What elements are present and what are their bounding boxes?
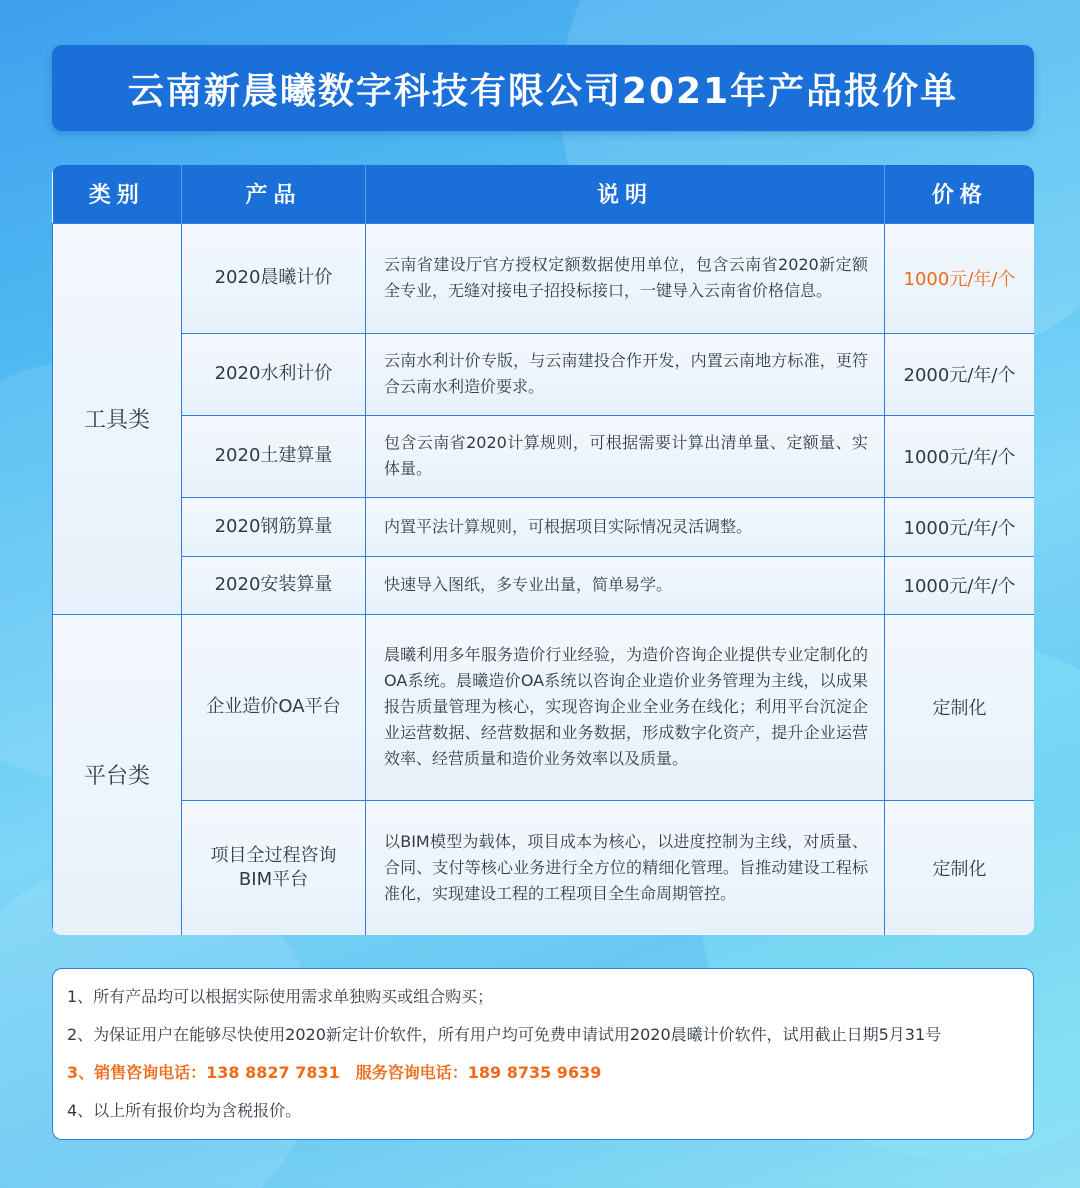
product-price: 1000元/年/个 [885,556,1035,614]
product-name: 2020安装算量 [182,556,366,614]
product-description: 内置平法计算规则，可根据项目实际情况灵活调整。 [366,497,885,556]
page-title: 云南新晨曦数字科技有限公司2021年产品报价单 [127,70,959,112]
product-description: 晨曦利用多年服务造价行业经验，为造价咨询企业提供专业定制化的OA系统。晨曦造价OA系统以咨询企业造价业务管理为主线，以成果报告质量管理为核心，实现咨询企业全业务在线化；利用平台沉淀企业运营数据、经营数据和业务数据，形成数字化资产，提升企业运营效率、经营质量和造价业务效率以及质量。 [366,614,885,800]
header-price: 价格 [885,165,1035,223]
product-description: 云南水利计价专版，与云南建投合作开发，内置云南地方标准，更符合云南水利造价要求。 [366,333,885,415]
table-row [53,614,1035,800]
product-price: 定制化 [885,800,1035,935]
product-name: 2020土建算量 [182,415,366,497]
title-banner [52,45,1034,131]
category-tools: 工具类 [53,223,182,614]
table-header-row [53,165,1035,223]
product-description: 快速导入图纸，多专业出量，简单易学。 [366,556,885,614]
note-contact-phones: 3、销售咨询电话：138 8827 7831 服务咨询电话：189 8735 9639 [67,1063,602,1082]
table-row [53,556,1035,614]
product-price: 1000元/年/个 [885,415,1035,497]
category-platform: 平台类 [53,614,182,935]
product-name: 项目全过程咨询BIM平台 [182,800,366,935]
note-item: 2、为保证用户在能够尽快使用2020新定计价软件，所有用户均可免费申请试用2020晨曦计价软件，试用截止日期5月31号 [67,1025,942,1044]
note-item: 4、以上所有报价均为含税报价。 [67,1101,302,1120]
product-name: 2020晨曦计价 [182,223,366,333]
table-row [53,497,1035,556]
table-row [53,333,1035,415]
price-table [52,165,1034,935]
price-table-container [52,165,1034,935]
header-category: 类别 [53,165,182,223]
table-row [53,415,1035,497]
product-description: 以BIM模型为载体，项目成本为核心，以进度控制为主线，对质量、合同、支付等核心业务进行全方位的精细化管理。旨推动建设工程标准化，实现建设工程的工程项目全生命周期管控。 [366,800,885,935]
product-price: 1000元/年/个 [885,223,1035,333]
product-price: 定制化 [885,614,1035,800]
product-name: 2020水利计价 [182,333,366,415]
notes-box [52,968,1034,1140]
header-description: 说明 [366,165,885,223]
header-product: 产品 [182,165,366,223]
table-row [53,223,1035,333]
product-description: 云南省建设厅官方授权定额数据使用单位，包含云南省2020新定额全专业，无缝对接电子招投标接口，一键导入云南省价格信息。 [366,223,885,333]
product-name: 企业造价OA平台 [182,614,366,800]
product-description: 包含云南省2020计算规则，可根据需要计算出清单量、定额量、实体量。 [366,415,885,497]
product-price: 1000元/年/个 [885,497,1035,556]
table-row [53,800,1035,935]
product-name: 2020钢筋算量 [182,497,366,556]
note-item: 1、所有产品均可以根据实际使用需求单独购买或组合购买； [67,987,494,1006]
product-price: 2000元/年/个 [885,333,1035,415]
